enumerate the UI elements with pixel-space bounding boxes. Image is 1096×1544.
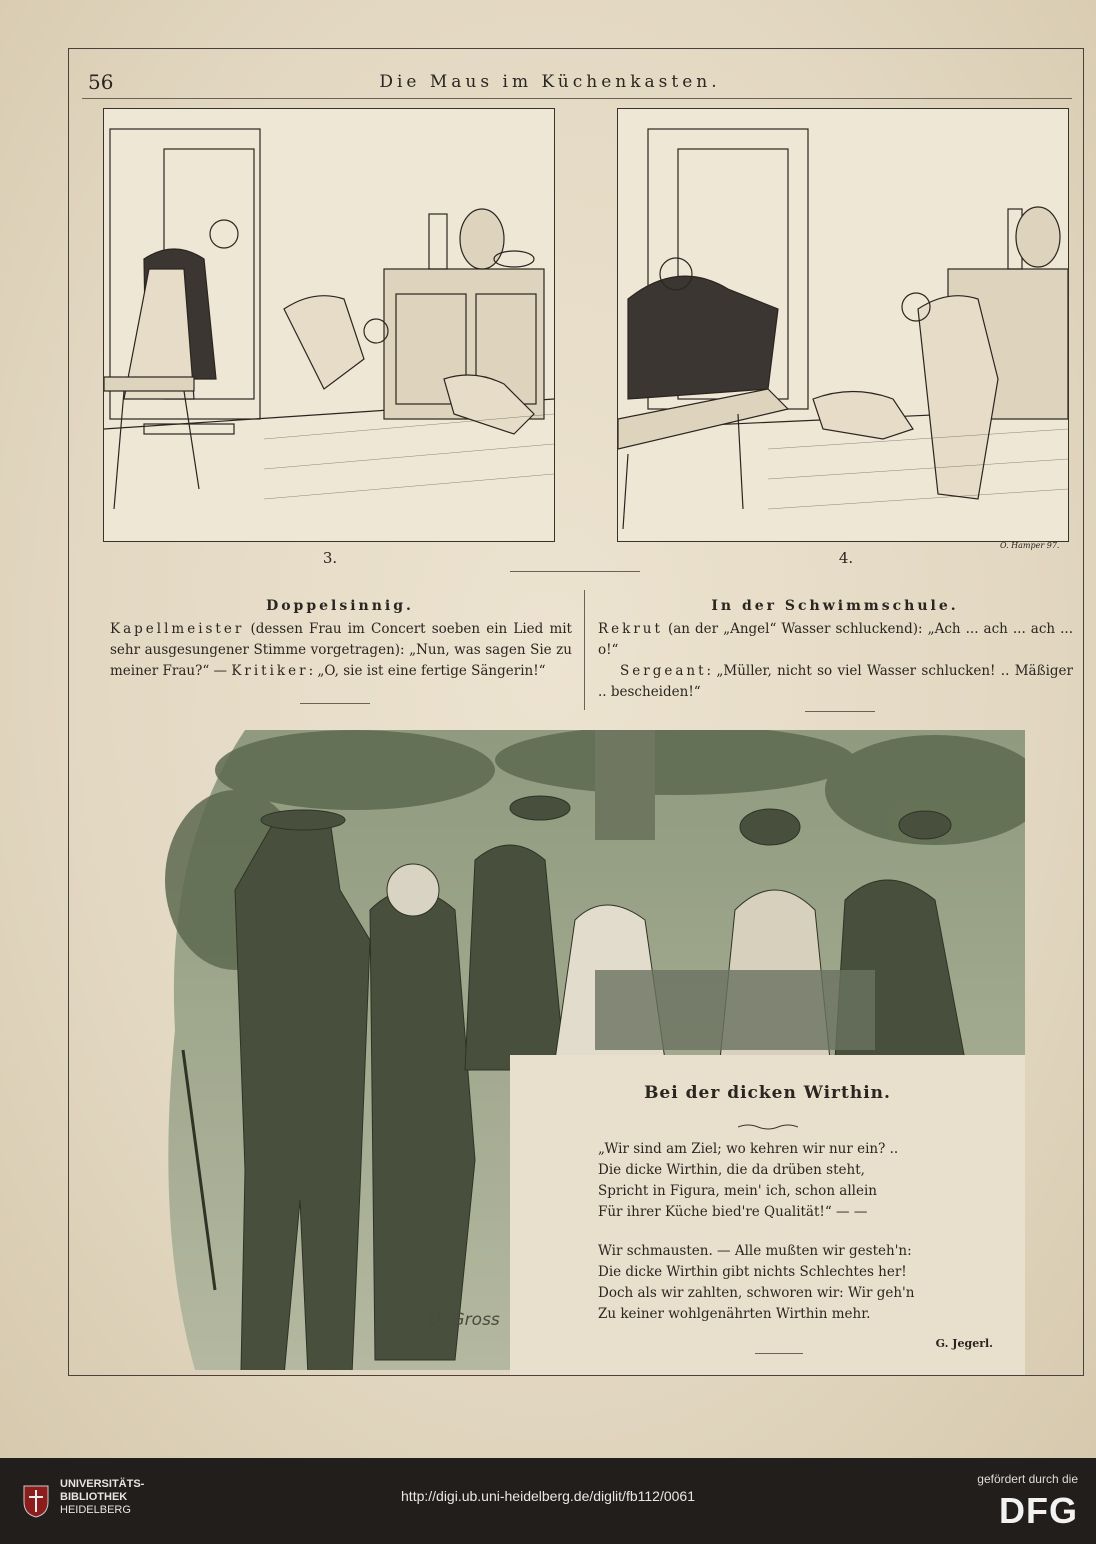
- joke-body: : „Müller, nicht so viel Wasser schlucken! .. Mäßiger .. bescheiden!“: [598, 663, 1073, 700]
- header-rule: [82, 98, 1072, 99]
- poem-line: Für ihrer Küche bied're Qualität!“ — —: [598, 1204, 868, 1220]
- joke-text-right: [598, 619, 1073, 703]
- joke-end-rule: [300, 703, 370, 704]
- running-title: Die Maus im Küchenkasten.: [379, 72, 721, 92]
- speaker-label: Kapellmeister: [110, 621, 245, 637]
- cartoon-panel-3: [103, 108, 555, 542]
- poem-box: [510, 1055, 1025, 1375]
- joke-body: : „O, sie ist eine fertige Sängerin!“: [308, 663, 546, 679]
- dfg-logo: DFG: [999, 1490, 1078, 1531]
- poem-line: Wir schmausten. — Alle mußten wir gesteh'n:: [598, 1243, 912, 1259]
- library-name-line: UNIVERSITÄTS-: [60, 1478, 145, 1490]
- engraving-artist-signature: O. Gross: [428, 1310, 500, 1330]
- poem-line: Spricht in Figura, mein' ich, schon allein: [598, 1183, 877, 1199]
- poem-stanza-2: [598, 1241, 914, 1325]
- joke-text-left: [110, 619, 572, 682]
- column-rule: [584, 590, 585, 710]
- title-ornament: [738, 1123, 798, 1131]
- panel-number-4: 4.: [838, 549, 854, 567]
- panel-number-3: 3.: [322, 549, 338, 567]
- page-number: 56: [88, 70, 114, 94]
- poem-line: Die dicke Wirthin gibt nichts Schlechtes her!: [598, 1264, 907, 1280]
- joke-body: (dessen Frau im Concert soeben ein Lied mit sehr ausgesungener Stimme vorgetragen): „Nun, was sagen Sie zu meiner Frau?“ —: [110, 621, 572, 679]
- viewer-footer: [0, 1458, 1096, 1544]
- kitchen-scene-illustration: [104, 109, 554, 541]
- poem-end-rule: [755, 1353, 803, 1354]
- joke-title-right: In der Schwimmschule.: [711, 598, 959, 614]
- joke-body: (an der „Angel“ Wasser schluckend): „Ach ... ach ... ach ... o!“: [598, 621, 1073, 658]
- cartoon-panel-4: [617, 108, 1069, 542]
- panel-artist-signature: O. Hamper 97.: [1000, 541, 1060, 550]
- speaker-label: Sergeant: [620, 663, 707, 679]
- library-name-line: HEIDELBERG: [60, 1504, 131, 1516]
- poem-stanza-1: [598, 1139, 898, 1223]
- poem-author: G. Jegerl.: [935, 1337, 993, 1350]
- joke-end-rule: [805, 711, 875, 712]
- permalink-url[interactable]: http://digi.ub.uni-heidelberg.de/diglit/fb112/0061: [401, 1488, 695, 1504]
- library-name-line: BIBLIOTHEK: [60, 1491, 128, 1503]
- funding-label: gefördert durch die: [977, 1472, 1078, 1486]
- joke-title-left: Doppelsinnig.: [266, 598, 414, 614]
- poem-line: Doch als wir zahlten, schworen wir: Wir geh'n: [598, 1285, 915, 1301]
- poem-title: Bei der dicken Wirthin.: [644, 1083, 891, 1103]
- kitchen-scene-illustration: [618, 109, 1068, 541]
- speaker-label: Kritiker: [231, 663, 309, 679]
- speaker-label: Rekrut: [598, 621, 663, 637]
- section-divider: [510, 571, 640, 572]
- poem-line: Zu keiner wohlgenährten Wirthin mehr.: [598, 1306, 871, 1322]
- poem-line: „Wir sind am Ziel; wo kehren wir nur ein? ..: [598, 1141, 899, 1157]
- poem-line: Die dicke Wirthin, die da drüben steht,: [598, 1162, 865, 1178]
